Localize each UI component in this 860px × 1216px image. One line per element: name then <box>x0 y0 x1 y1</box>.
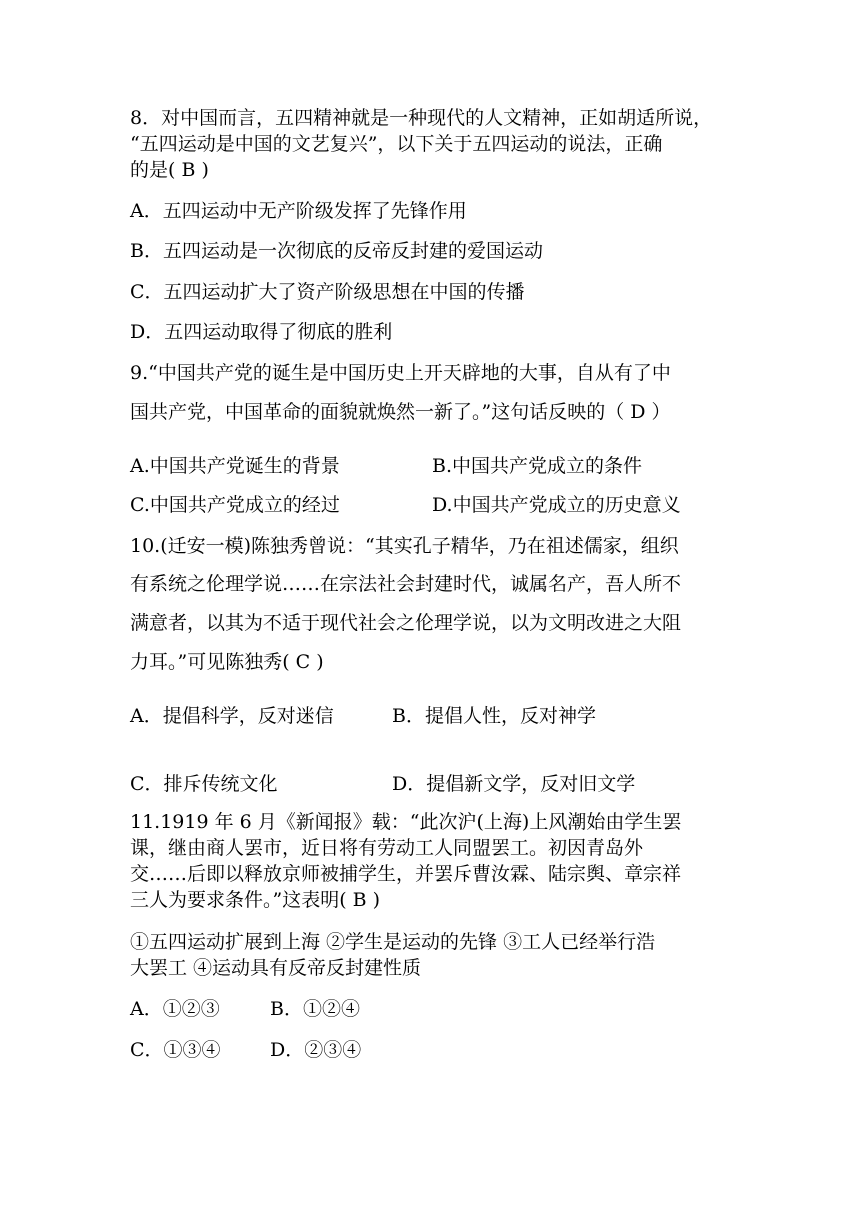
q10-stem-line-4: 力耳。”可见陈独秀( C ) <box>130 651 324 673</box>
q10-stem-line-2: 有系统之伦理学说……在宗法社会封建时代，诚属名产，吾人所不 <box>130 573 682 595</box>
q10-option-d: D．提倡新文学，反对旧文学 <box>392 773 636 795</box>
q11-option-b: B．①②④ <box>270 998 360 1020</box>
q11-stem-line-4: 三人为要求条件。”这表明( B ) <box>130 889 381 911</box>
q11-items-line-1: ①五四运动扩展到上海 ②学生是运动的先锋 ③工人已经举行浩 <box>130 931 656 953</box>
q10-stem-line-1: 10.(迁安一模)陈独秀曾说：“其实孔子精华，乃在祖述儒家，组织 <box>130 535 679 557</box>
q9-option-d: D.中国共产党成立的历史意义 <box>432 494 681 516</box>
q8-stem-line-3: 的是( B ) <box>130 159 209 181</box>
q11-stem-line-2: 课，继由商人罢市，近日将有劳动工人同盟罢工。初因青岛外 <box>130 837 644 859</box>
q9-option-a: A.中国共产党诞生的背景 <box>130 455 340 477</box>
q11-option-a: A．①②③ <box>130 998 220 1020</box>
q10-option-b: B．提倡人性，反对神学 <box>392 705 596 727</box>
q10-option-a: A．提倡科学，反对迷信 <box>130 705 334 727</box>
q8-option-c: C．五四运动扩大了资产阶级思想在中国的传播 <box>130 281 525 303</box>
q8-stem-line-1: 8．对中国而言，五四精神就是一种现代的人文精神，正如胡适所说， <box>130 107 713 129</box>
q10-option-c: C．排斥传统文化 <box>130 773 278 795</box>
q11-option-c: C．①③④ <box>130 1039 221 1061</box>
q11-stem-line-1: 11.1919 年 6 月《新闻报》载：“此次沪(上海)上风潮始由学生罢 <box>130 811 682 833</box>
q11-option-d: D．②③④ <box>270 1039 362 1061</box>
q9-option-c: C.中国共产党成立的经过 <box>130 494 340 516</box>
q9-stem-line-1: 9.“中国共产党的诞生是中国历史上开天辟地的大事，自从有了中 <box>130 362 671 384</box>
q9-stem-line-2: 国共产党，中国革命的面貌就焕然一新了。”这句话反映的（ D ） <box>130 401 671 423</box>
q11-items-line-2: 大罢工 ④运动具有反帝反封建性质 <box>130 957 422 979</box>
q8-option-b: B．五四运动是一次彻底的反帝反封建的爱国运动 <box>130 240 543 262</box>
q8-option-d: D．五四运动取得了彻底的胜利 <box>130 321 393 343</box>
q10-stem-line-3: 满意者，以其为不适于现代社会之伦理学说，以为文明改进之大阻 <box>130 612 682 634</box>
q8-stem-line-2: “五四运动是中国的文艺复兴”，以下关于五四运动的说法，正确 <box>130 133 663 155</box>
q11-stem-line-3: 交……后即以释放京师被捕学生，并罢斥曹汝霖、陆宗舆、章宗祥 <box>130 863 682 885</box>
q8-option-a: A．五四运动中无产阶级发挥了先锋作用 <box>130 200 467 222</box>
q9-option-b: B.中国共产党成立的条件 <box>432 455 643 477</box>
